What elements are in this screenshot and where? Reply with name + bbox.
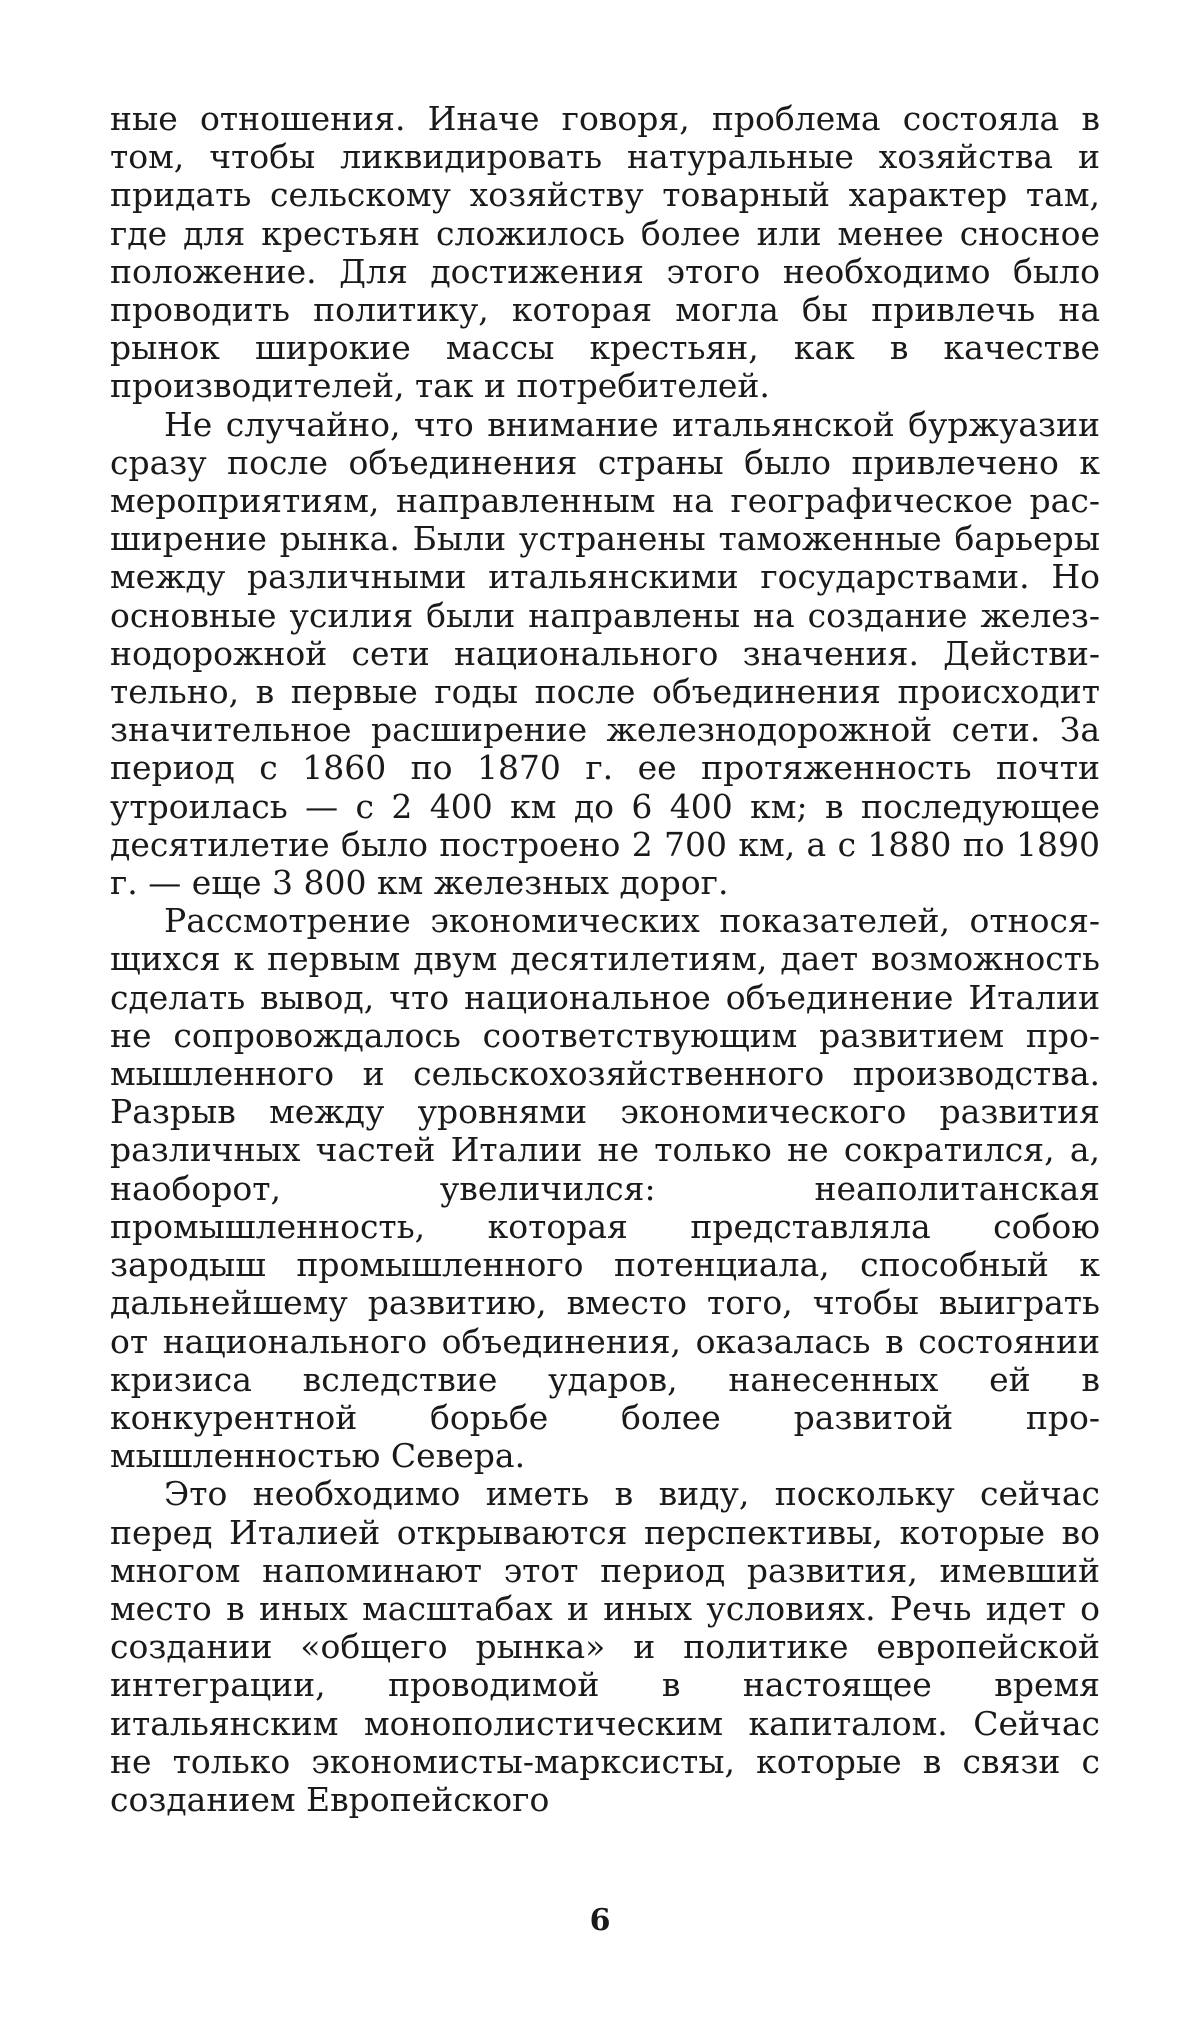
paragraph-4: Это необходимо иметь в виду, поскольку сейчас перед Италией открываются перспективы, которые во многом напоминают этот период развития, имевший место в иных масштабах и иных условиях. Речь идет о создании «общего рынка» и политике европейской интеграции, проводимой в настоящее время итальянским монополистическим капиталом. Сейчас не только экономисты-марксисты, которые в связи с созданием Европейского	[110, 1474, 1100, 1819]
paragraph-1: ные отношения. Иначе говоря, проблема состояла в том, чтобы ликвидировать натуральные хозяйства и придать сельскому хозяйству товарный характер там, где для крестьян сложилось более или менее сносное положение. Для достижения этого необходимо было проводить политику, которая могла бы привлечь на рынок широкие массы крестьян, как в качестве производителей, так и потребителей.	[110, 99, 1100, 406]
paragraph-3: Рассмотрение экономических показателей, относящихся к первым двум десятилетиям, дает возможность сделать вывод, что национальное объединение Италии не сопровождалось соответствующим развитием промышленного и сельскохозяйственного производства. Разрыв между уровнями экономического развития различных частей Италии не только не сократился, а, наоборот, увеличился: неаполитанская промышленность, которая представляла собою зародыш промышленного потенциала, способный к дальнейшему развитию, вместо того, чтобы выиграть от национального объединения, оказалась в состоянии кризиса вследствие ударов, нанесенных ей в конкурентной борьбе более развитой промышленностью Севера.	[110, 901, 1100, 1476]
page-text-column	[110, 100, 1100, 1819]
paragraph-2: Не случайно, что внимание итальянской буржуазии сразу после объединения страны было привлечено к мероприятиям, направленным на географическое расширение рынка. Были устранены таможенные барьеры между различными итальянскими государствами. Но основные усилия были направлены на создание железнодорожной сети национального значения. Действительно, в первые годы после объединения происходит значительное расширение железнодорожной сети. За период с 1860 по 1870 г. ее протяженность почти утроилась — с 2 400 км до 6 400 км; в последующее десятилетие было построено 2 700 км, а с 1880 по 1890 г. — еще 3 800 км железных дорог.	[110, 404, 1100, 903]
page-number: 6	[589, 1903, 611, 1938]
